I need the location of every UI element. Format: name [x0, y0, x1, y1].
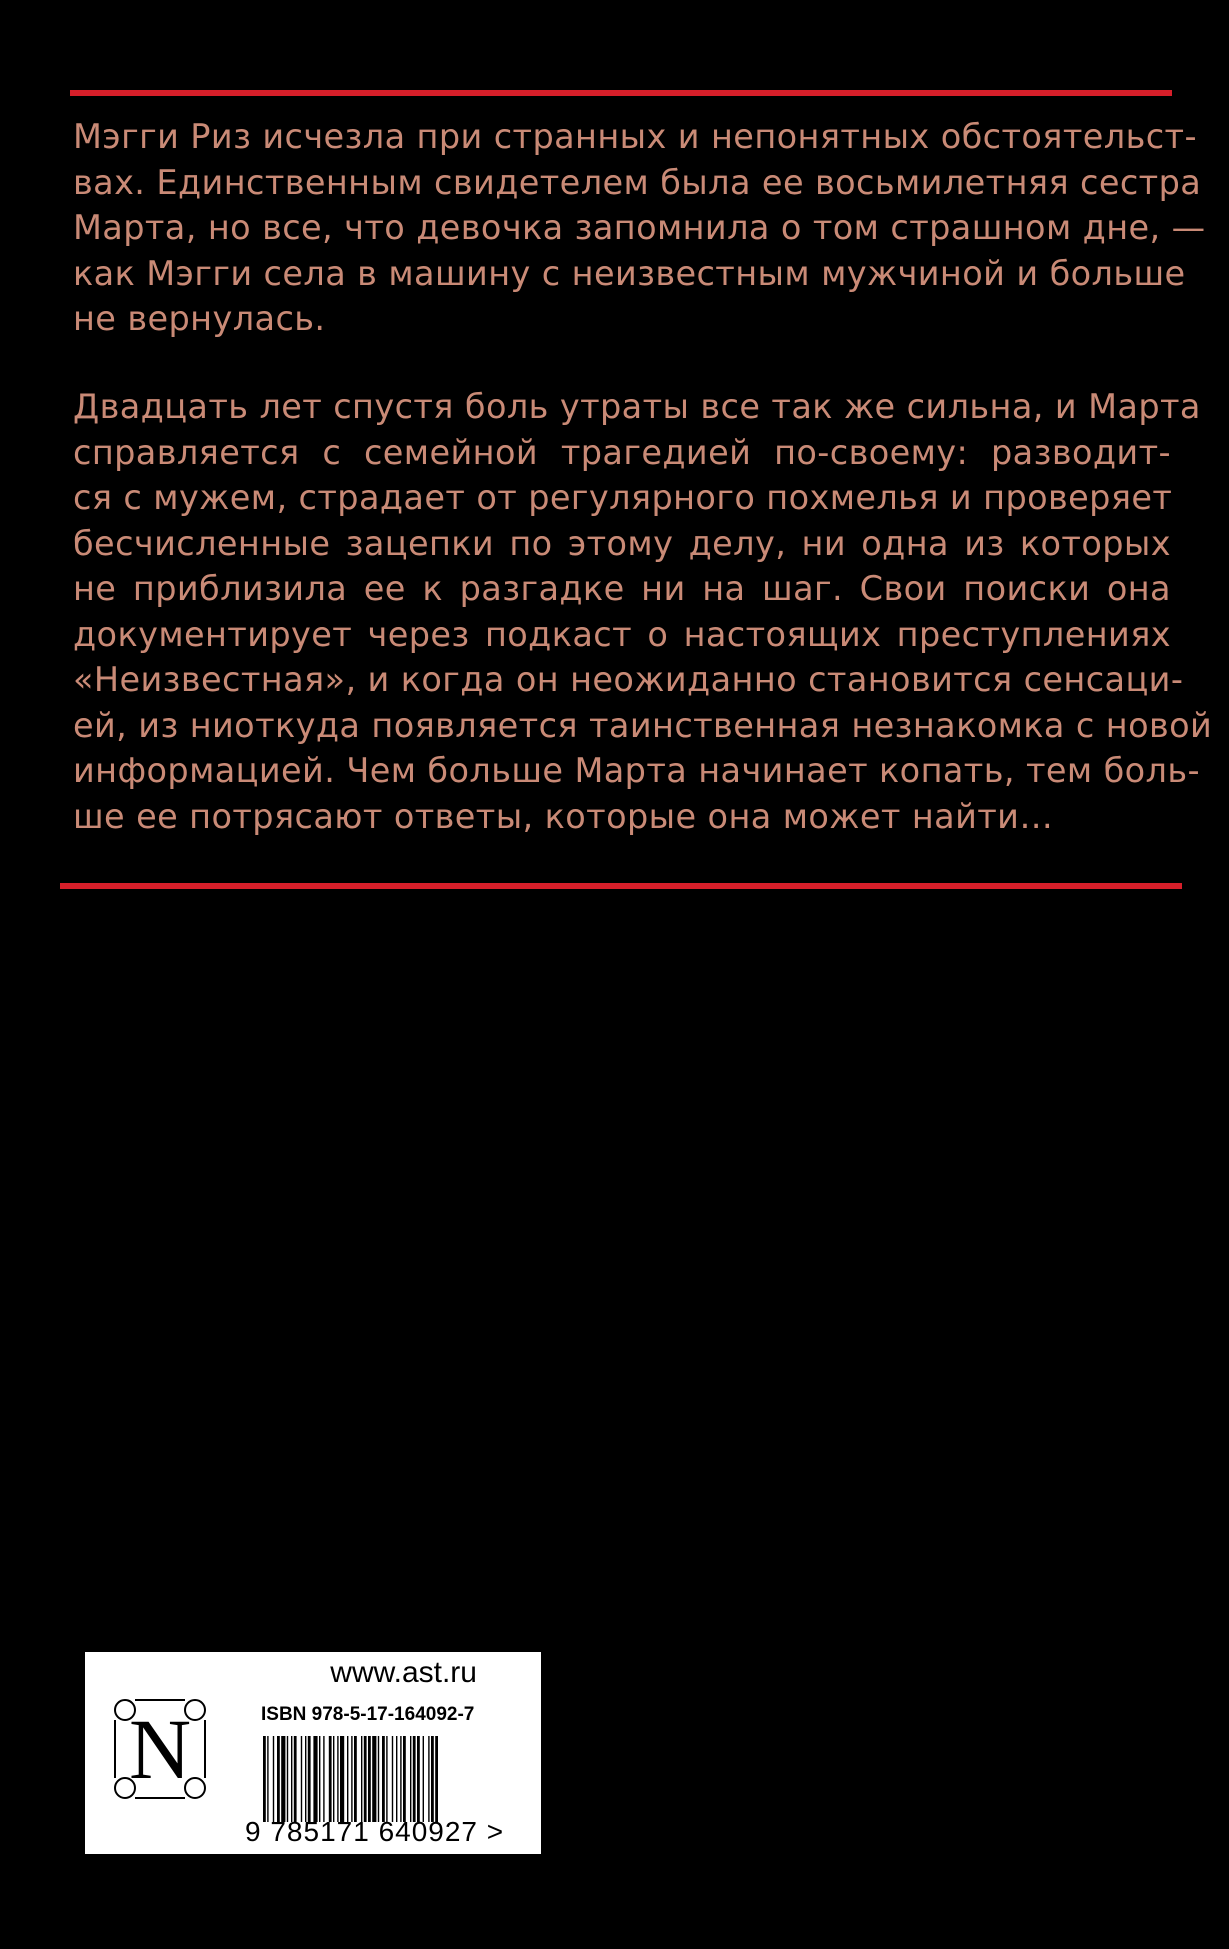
- blurb-line: Мэгги Риз исчезла при странных и непонятных обстоятельст-: [73, 117, 1197, 156]
- bottom-red-rule: [60, 883, 1182, 889]
- blurb-line: вах. Единственным свидетелем была ее восьмилетняя сестра: [73, 162, 1202, 202]
- barcode-icon: [261, 1736, 519, 1822]
- top-red-rule: [70, 90, 1172, 96]
- publisher-n-monogram-icon: [111, 1696, 209, 1802]
- blurb-paragraph-1: [73, 114, 1206, 342]
- isbn-number: ISBN 978-5-17-164092-7: [261, 1704, 475, 1725]
- blurb-line: Двадцать лет спустя боль утраты все так же сильна, и Марта: [73, 387, 1201, 426]
- barcode-panel: [85, 1652, 541, 1854]
- blurb-line: ше ее потрясают ответы, которые она может найти…: [73, 796, 1054, 836]
- blurb-paragraph-2: [73, 384, 1213, 839]
- blurb-line: ся с мужем, страдает от регулярного похмелья и проверяет: [73, 478, 1173, 517]
- publisher-url: www.ast.ru: [330, 1656, 477, 1689]
- blurb-line: как Мэгги села в машину с неизвестным мужчиной и больше: [73, 253, 1186, 293]
- blurb-line: ей, из ниоткуда появляется таинственная незнакомка с новой: [73, 705, 1213, 745]
- blurb-line: не вернулась.: [73, 299, 326, 338]
- blurb-line: не приблизила ее к разгадке ни на шаг. Свои поиски она: [73, 569, 1171, 608]
- barcode-digits: 9 785171 640927 >: [245, 1816, 505, 1847]
- blurb-line: документирует через подкаст о настоящих преступлениях: [73, 614, 1171, 654]
- blurb-line: «Неизвестная», и когда он неожиданно становится сенсаци-: [73, 660, 1184, 699]
- blurb-line: Марта, но все, что девочка запомнила о том страшном дне, —: [73, 208, 1206, 247]
- blurb-line: бесчисленные зацепки по этому делу, ни одна из которых: [73, 523, 1171, 563]
- blurb-line: информацией. Чем больше Марта начинает копать, тем боль-: [73, 751, 1200, 790]
- svg-text:N: N: [128, 1701, 192, 1797]
- blurb-line: справляется с семейной трагедией по-своему: разводит-: [73, 432, 1171, 472]
